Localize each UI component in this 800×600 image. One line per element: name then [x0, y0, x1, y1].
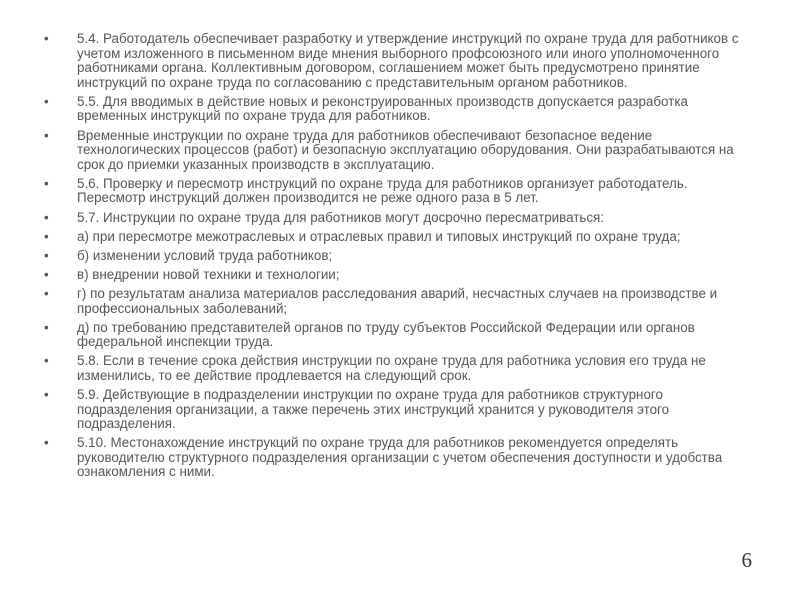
bullet-icon: • [44, 247, 49, 263]
bullet-icon: • [44, 435, 49, 451]
list-item [44, 287, 754, 316]
bullet-list [44, 32, 754, 485]
list-item [44, 321, 754, 350]
bullet-icon: • [44, 209, 49, 225]
bullet-icon: • [44, 353, 49, 369]
bullet-icon: • [44, 31, 49, 46]
list-item-text: а) при пересмотре межотраслевых и отраслевых правил и типовых инструкций по охране труда; [77, 228, 681, 244]
list-item [44, 354, 754, 383]
bullet-icon: • [44, 319, 49, 335]
list-item [44, 129, 754, 173]
list-item-text: 5.9. Действующие в подразделении инструкции по охране труда для работников структурного подразделения организации, а также перечень этих инструкций хранится у руководителя этого подразделения. [77, 386, 670, 432]
list-item-text: д) по требованию представителей органов по труду субъектов Российской Федерации или органов федеральной инспекции труда. [77, 319, 695, 350]
list-item [44, 249, 754, 264]
list-item-text: 5.7. Инструкции по охране труда для работников могут досрочно пересматриваться: [77, 209, 605, 225]
bullet-icon: • [44, 127, 49, 143]
list-item-text: б) изменении условий труда работников; [77, 247, 333, 263]
list-item [44, 230, 754, 245]
list-item [44, 211, 754, 226]
list-item-text: Временные инструкции по охране труда для работников обеспечивают безопасное ведение технологических процессов (работ) и безопасную эксплуатацию оборудования. Они разрабатываются на срок до приемки указанных производств в эксплуатацию. [77, 127, 734, 172]
list-item-text: 5.4. Работодатель обеспечивает разработку и утверждение инструкций по охране труда для работников с учетом изложенного в письменном виде мнения выборного профсоюзного или иного уполномоченного работниками органа. Коллективным договором, соглашением может быть предусмотрено принятие инструкций по охране труда по согласованию с представительным органом работников. [77, 31, 739, 90]
list-item-text: г) по результатам анализа материалов расследования аварий, несчастных случаев на производстве и профессиональных заболеваний; [77, 285, 718, 316]
list-item-text: в) внедрении новой техники и технологии; [77, 266, 340, 282]
bullet-icon: • [44, 386, 49, 402]
bullet-icon: • [44, 175, 49, 191]
bullet-icon: • [44, 285, 49, 301]
list-item [44, 32, 754, 90]
list-item [44, 95, 754, 124]
list-item-text: 5.10. Местонахождение инструкций по охране труда для работников рекомендуется определять руководителю структурного подразделения организации с учетом обеспечения доступности и удобства ознакомления с ними. [77, 435, 723, 480]
page-number: 6 [741, 548, 752, 572]
bullet-icon: • [44, 266, 49, 282]
list-item [44, 177, 754, 206]
list-item [44, 388, 754, 432]
list-item-text: 5.6. Проверку и пересмотр инструкций по охране труда для работников организует работодатель. Пересмотр инструкций должен производится не реже одного раза в 5 лет. [77, 175, 688, 206]
list-item [44, 436, 754, 480]
list-item [44, 268, 754, 283]
bullet-icon: • [44, 228, 49, 244]
list-item-text: 5.8. Если в течение срока действия инструкции по охране труда для работника условия его труда не изменились, то ее действие продлевается на следующий срок. [77, 353, 706, 383]
list-item-text: 5.5. Для вводимых в действие новых и реконструированных производств допускается разработка временных инструкций по охране труда для работников. [77, 93, 688, 124]
bullet-icon: • [44, 93, 49, 109]
